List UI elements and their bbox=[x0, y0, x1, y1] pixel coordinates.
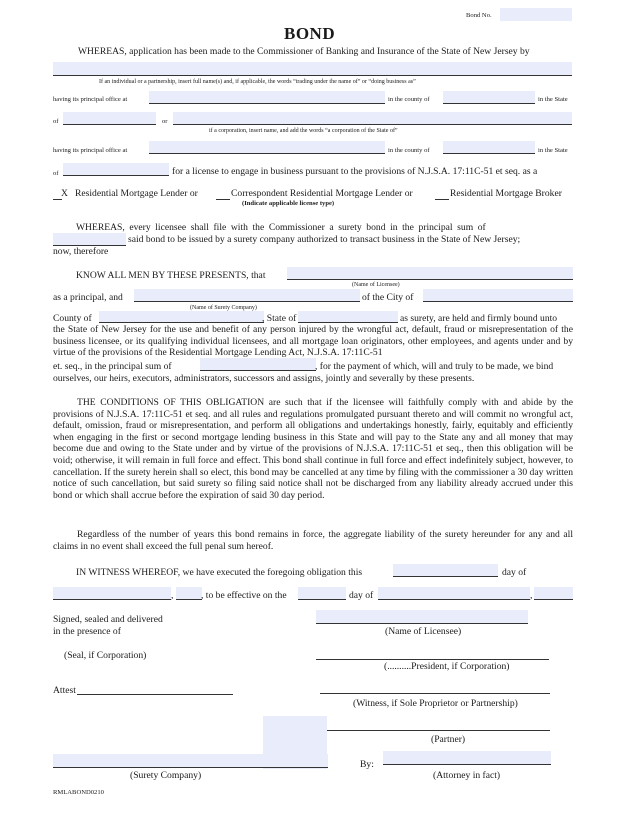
surety-company-caption: (Surety Company) bbox=[130, 770, 202, 781]
surety-company-signature-field[interactable] bbox=[53, 754, 328, 768]
principal-sum-amount-field[interactable] bbox=[200, 358, 316, 371]
bind-ourselves-text: ourselves, our heirs, executors, administrators, successors and assigns, jointly and severally by these presents. bbox=[53, 373, 475, 384]
state-field-2[interactable] bbox=[63, 163, 169, 176]
residential-lender-checkmark[interactable]: X bbox=[61, 188, 68, 199]
witness-lead: IN WITNESS WHEREOF, we have executed the foregoing obligation this bbox=[76, 567, 363, 578]
conditions-paragraph: THE CONDITIONS OF THIS OBLIGATION are such that if the licensee will faithfully comply with and abide by the provisions of N.J.S.A. 17:11C-51 et seq. and all rules and regulations promulgated pursuant thereto and will commit no wrongful act, default, omission, fraud or misrepresentation, and perform all obligations and undertakings honestly, fairly, equitably and efficiently when engaging in the first or second mortgage lending business in this State and will pay to the State any and all money that may become due and owing to the State under and by virtue of the provisions of N.J.S.A. 17:11C-51 et seq., then this obligation will be void; otherwise, it will remain in full force and effect. This bond shall continue in full force and effect indefinitely subject, however, to cancellation. If the surety herein shall so elect, this bond may be cancelled at any time by filing with the commissioner a 30 day written notice of such cancellation, but said surety so filing said notice shall not be discharged from any liability already accrued under this bond or which shall accrue before the expiration of said 30 day period. bbox=[53, 397, 573, 501]
effective-comma: , bbox=[530, 590, 533, 601]
seal-caption: (Seal, if Corporation) bbox=[64, 650, 147, 661]
surety-bond-line2: said bond to be issued by a surety company authorized to transact business in the State of New Jersey; bbox=[128, 234, 521, 245]
witness-month-field[interactable] bbox=[53, 587, 174, 601]
bond-body-paragraph: the State of New Jersey for the use and benefit of any person injured by the wrongful act, default, fraud or misrepresentation of the business licensee, or its qualifying individual licensees, and all mortgage loan originators, other employees, and agents under and by virtue of the provisions of the Residential Mortgage Lending Act, N.J.S.A. 17:11C-51 bbox=[53, 324, 573, 359]
principal-office-label-2: having its principal office at bbox=[53, 147, 128, 154]
signed-sealed-label: Signed, sealed and delivered bbox=[53, 614, 163, 625]
county-label-1: in the county of bbox=[388, 96, 430, 103]
principal-office-field-1[interactable] bbox=[149, 91, 385, 104]
presence-of-label: in the presence of bbox=[53, 626, 121, 637]
know-all-men-lead: KNOW ALL MEN BY THESE PRESENTS, that bbox=[76, 270, 266, 281]
surety-bond-line1: WHEREAS, every licensee shall file with the Commissioner a surety bond in the principal sum of bbox=[76, 222, 486, 233]
witness-sole-caption: (Witness, if Sole Proprietor or Partnership) bbox=[353, 698, 518, 709]
attorney-caption: (Attorney in fact) bbox=[433, 770, 501, 781]
state-of-label: , State of bbox=[262, 313, 297, 324]
licensee-name-field[interactable] bbox=[287, 267, 573, 280]
as-surety-text: as surety, are held and firmly bound unto bbox=[400, 313, 558, 324]
document-title: BOND bbox=[284, 24, 336, 43]
name-of-licensee-caption: (Name of Licensee) bbox=[385, 626, 462, 637]
as-principal-label: as a principal, and bbox=[53, 292, 123, 303]
surety-caption: (Name of Surety Company) bbox=[190, 305, 257, 311]
effective-month-field[interactable] bbox=[378, 587, 533, 601]
license-type-note: (Indicate applicable license type) bbox=[242, 200, 335, 207]
attorney-signature-field[interactable] bbox=[383, 751, 551, 765]
whereas-intro: WHEREAS, application has been made to the Commissioner of Banking and Insurance of the State of New Jersey by bbox=[78, 46, 530, 57]
surety-county-field[interactable] bbox=[99, 311, 264, 323]
county-label-2: in the county of bbox=[388, 147, 430, 154]
bond-number-field[interactable] bbox=[500, 8, 572, 21]
county-field-2[interactable] bbox=[443, 141, 535, 154]
attest-label: Attest bbox=[53, 685, 76, 696]
license-text: for a license to engage in business pursuant to the provisions of N.J.S.A. 17:11C-51 et seq. as a bbox=[172, 166, 538, 177]
individual-note: If an individual or a partnership, insert full name(s) and, if applicable, the words “trading under the name of” or “doing business as” bbox=[99, 79, 416, 85]
broker-option[interactable]: Residential Mortgage Broker bbox=[450, 188, 562, 199]
licensee-caption: (Name of Licensee) bbox=[352, 282, 400, 288]
county-of-label: County of bbox=[53, 313, 92, 324]
witness-day-of-label: day of bbox=[502, 567, 527, 578]
of-label-2: of bbox=[53, 170, 59, 177]
surety-bond-line3: now, therefore bbox=[53, 246, 109, 257]
or-label: or bbox=[162, 118, 168, 125]
surety-state-field[interactable] bbox=[298, 311, 398, 323]
state-label-2: in the State bbox=[538, 147, 568, 154]
payment-text: , for the payment of which, will and truly to be made, we bind bbox=[315, 361, 554, 372]
by-label: By: bbox=[360, 759, 374, 770]
principal-office-label-1: having its principal office at bbox=[53, 96, 128, 103]
city-of-label: of the City of bbox=[362, 292, 414, 303]
applicant-name-field[interactable] bbox=[53, 62, 572, 76]
effective-year-field[interactable] bbox=[534, 587, 573, 600]
corporation-note: if a corporation, insert name, and add the words “a corporation of the State of” bbox=[209, 128, 398, 134]
principal-sum-label: et. seq., in the principal sum of bbox=[53, 361, 172, 372]
regardless-paragraph: Regardless of the number of years this bond remains in force, the aggregate liability of the surety hereunder for any and all claims in no event shall exceed the full penal sum hereof. bbox=[53, 529, 573, 552]
principal-office-field-2[interactable] bbox=[149, 141, 385, 154]
of-label-1: of bbox=[53, 118, 59, 125]
surety-company-name-field[interactable] bbox=[134, 289, 360, 302]
bond-number-label: Bond No. bbox=[466, 12, 492, 19]
residential-lender-option[interactable]: Residential Mortgage Lender or bbox=[75, 188, 198, 199]
president-caption: (..........President, if Corporation) bbox=[384, 661, 510, 672]
witness-comma: , bbox=[171, 590, 174, 601]
correspondent-lender-option[interactable]: Correspondent Residential Mortgage Lender or bbox=[231, 188, 413, 199]
form-code: RMLABOND0210 bbox=[53, 789, 104, 796]
licensee-signature-field[interactable] bbox=[316, 610, 528, 624]
attest-signature-line[interactable] bbox=[77, 694, 233, 695]
witness-day-field[interactable] bbox=[393, 564, 498, 577]
effective-day-field[interactable] bbox=[298, 587, 346, 600]
state-field-1[interactable] bbox=[63, 112, 156, 125]
state-label-1: in the State bbox=[538, 96, 568, 103]
county-field-1[interactable] bbox=[443, 91, 535, 104]
effective-day-of-label: day of bbox=[349, 590, 374, 601]
principal-sum-field[interactable] bbox=[53, 233, 126, 246]
corporation-name-field[interactable] bbox=[173, 112, 572, 125]
partner-caption: (Partner) bbox=[431, 734, 466, 745]
witness-year-field[interactable] bbox=[176, 587, 202, 600]
city-field[interactable] bbox=[423, 289, 573, 302]
effective-on-label: , to be effective on the bbox=[201, 590, 287, 601]
